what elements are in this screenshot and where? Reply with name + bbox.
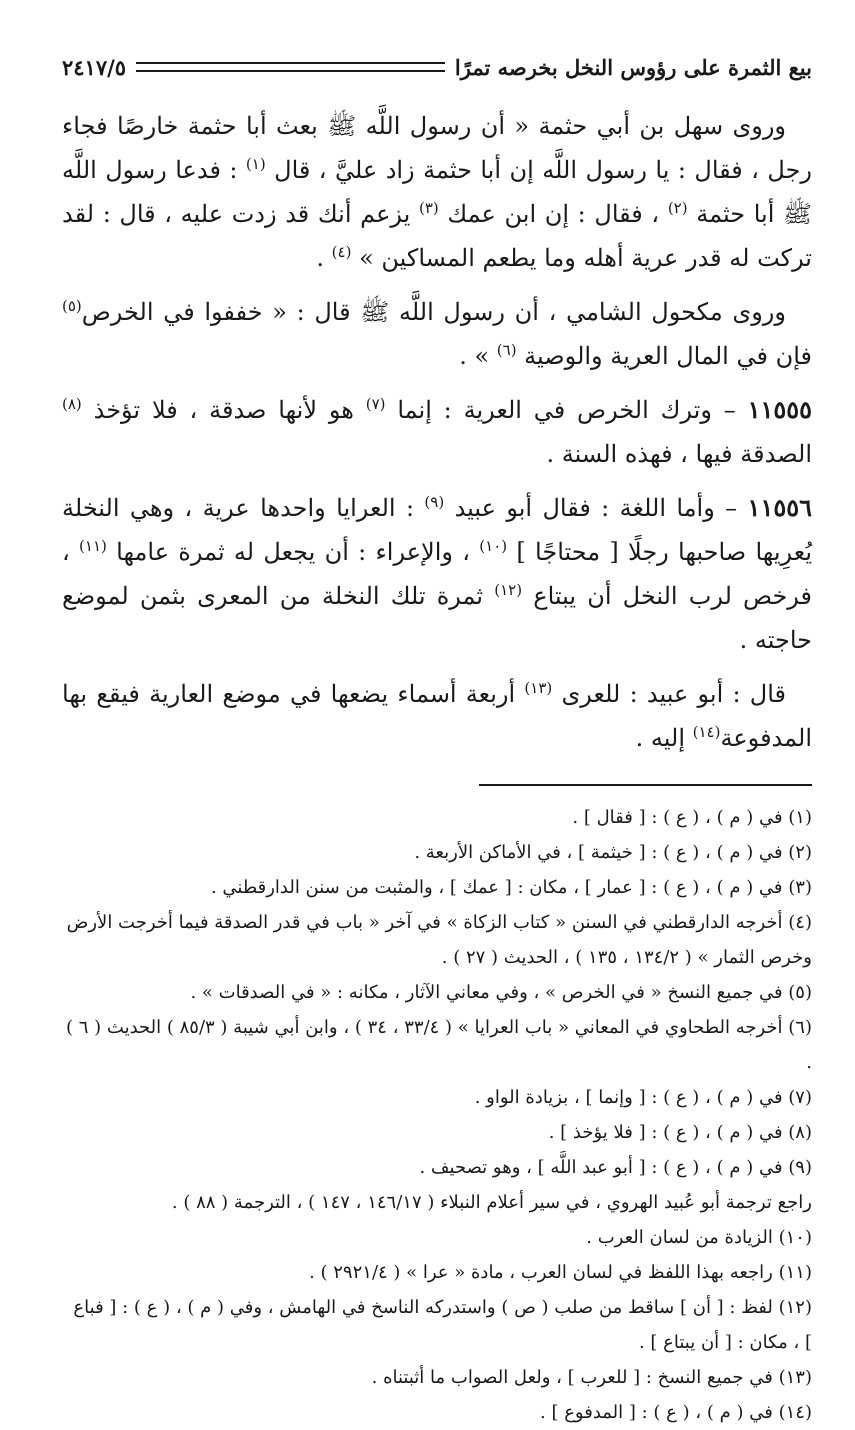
- text-run: : العرايا واحدها عرية ، وهي النخلة يُعرِيها صاحبها رجلًا [ محتاجًا ]: [62, 494, 812, 566]
- text-run: أربعة أسماء يضعها في موضع العارية فيقع بها المدفوعة: [62, 680, 812, 752]
- footnote: (١٢) لفظ : [ أن ] ساقط من صلب ( ص ) واستدركه الناسخ في الهامش ، وفي ( م ) ، ( ع ) : [ فباع ] ، مكان : [ أن يبتاع ] .: [73, 1297, 812, 1353]
- running-header: [62, 48, 812, 86]
- paragraph: [62, 388, 812, 476]
- footnote-marker: (١٣): [524, 679, 553, 697]
- text-run: – وأما اللغة : فقال أبو عبيد: [444, 494, 748, 522]
- footnote: (٨) في ( م ) ، ( ع ) : [ فلا يؤخذ ] .: [548, 1122, 812, 1143]
- footnote-marker: (٩): [424, 493, 445, 511]
- text-run: وروى سهل بن أبي حثمة « أن رسول اللَّه ﷺ بعث أبا حثمة خارصًا فجاء رجل ، فقال : يا رسول اللَّه إن أبا حثمة زاد عليَّ ، قال: [62, 112, 812, 184]
- footnote: (٥) في جميع النسخ « في الخرص » ، وفي معاني الآثار ، مكانه : « في الصدقات » .: [190, 982, 812, 1003]
- paragraph: [62, 290, 812, 378]
- footnote-marker: (٢): [667, 199, 688, 217]
- text-run: – وترك الخرص في العرية : إنما: [385, 396, 748, 424]
- paragraph: [62, 672, 812, 760]
- text-run: قال : أبو عبيد : للعرى: [552, 680, 786, 708]
- footnote-marker: (٧): [365, 395, 386, 413]
- footnote-marker: (٥): [62, 297, 82, 315]
- footnote-marker: (٣): [419, 199, 439, 217]
- page-number: ٢٤١٧/٥: [62, 54, 127, 80]
- text-run: ثمرة تلك النخلة من المعرى بثمن لموضع حاجته .: [62, 582, 812, 654]
- footnote-marker: (٦): [496, 341, 517, 359]
- footnote: (٩) في ( م ) ، ( ع ) : [ أبو عبد اللَّه ] ، وهو تصحيف .: [419, 1157, 812, 1178]
- footnote: (١) في ( م ) ، ( ع ) : [ فقال ] .: [572, 807, 812, 828]
- footnote-marker: (٤): [331, 243, 352, 261]
- paragraph: [62, 104, 812, 280]
- footnote-marker: (١٠): [479, 537, 508, 555]
- text-run: .: [316, 244, 332, 272]
- paragraph: [62, 486, 812, 662]
- footnotes: [62, 800, 812, 1430]
- paragraph-number: ١١٥٥٦: [747, 493, 812, 522]
- footnote-marker: (٨): [62, 395, 82, 413]
- paragraph-number: ١١٥٥٥: [747, 395, 813, 424]
- text-run: وروى مكحول الشامي ، أن رسول اللَّه ﷺ قال : « خففوا في الخرص: [81, 298, 786, 326]
- text-run: ، والإعراء : أن يجعل له ثمرة عامها: [106, 538, 480, 566]
- footnote: راجع ترجمة أبو عُبيد الهروي ، في سير أعلام النبلاء ( ١٤٦/١٧ ، ١٤٧ ) ، الترجمة ( ٨٨ ) .: [171, 1192, 812, 1213]
- text-run: ، فرخص لرب النخل أن يبتاع: [62, 538, 812, 610]
- footnote-marker: (١٤): [692, 723, 721, 741]
- text-run: : فدعا رسول اللَّه ﷺ أبا حثمة: [62, 156, 812, 228]
- text-run: فإن في المال العرية والوصية: [516, 342, 812, 370]
- footnote-marker: (١): [245, 155, 266, 173]
- header-rule: [136, 62, 445, 72]
- document-page: [62, 48, 812, 1430]
- text-run: الصدقة فيها ، فهذه السنة .: [546, 440, 812, 468]
- text-run: هو لأنها صدقة ، فلا تؤخذ: [81, 396, 366, 424]
- text-run: ، فقال : إن ابن عمك: [438, 200, 668, 228]
- footnote-marker: (١١): [79, 537, 107, 555]
- text-run: » .: [459, 342, 497, 370]
- text-run: يزعم أنك قد زدت عليه ، قال : لقد تركت له قدر عرية أهله وما يطعم المساكين »: [62, 200, 812, 272]
- footnote: (٦) أخرجه الطحاوي في المعاني « باب العرايا » ( ٣٣/٤ ، ٣٤ ) ، وابن أبي شيبة ( ٨٥/٣ ) الحديث ( ٦ ) .: [66, 1017, 812, 1073]
- running-title: بيع الثمرة على رؤوس النخل بخرصه تمرًا: [454, 54, 812, 80]
- footnote: (٣) في ( م ) ، ( ع ) : [ عمار ] ، مكان : [ عمك ] ، والمثبت من سنن الدارقطني .: [210, 877, 812, 898]
- text-run: إليه .: [635, 724, 693, 752]
- footnote: (١٠) الزيادة من لسان العرب .: [586, 1227, 812, 1248]
- footnote: (١٤) في ( م ) ، ( ع ) : [ المدفوع ] .: [540, 1402, 812, 1423]
- footnote: (٤) أخرجه الدارقطني في السنن « كتاب الزكاة » في آخر « باب في قدر الصدقة فيما أخرجت الأرض وخرص الثمار » ( ١٣٤/٢ ، ١٣٥ ) ، الحديث ( ٢٧ ) .: [66, 912, 812, 968]
- footnote: (١١) راجعه بهذا اللفظ في لسان العرب ، مادة « عرا » ( ٢٩٢١/٤ ) .: [309, 1262, 812, 1283]
- footnote: (٢) في ( م ) ، ( ع ) : [ خيثمة ] ، في الأماكن الأربعة .: [414, 842, 812, 863]
- footnote: (١٣) في جميع النسخ : [ للعرب ] ، ولعل الصواب ما أثبتناه .: [371, 1367, 812, 1388]
- footnote: (٧) في ( م ) ، ( ع ) : [ وإنما ] ، بزيادة الواو .: [474, 1087, 812, 1108]
- footnote-separator: [479, 784, 812, 786]
- main-text: [62, 104, 812, 760]
- footnote-marker: (١٢): [494, 581, 523, 599]
- footnote-separator-wrap: [62, 770, 812, 800]
